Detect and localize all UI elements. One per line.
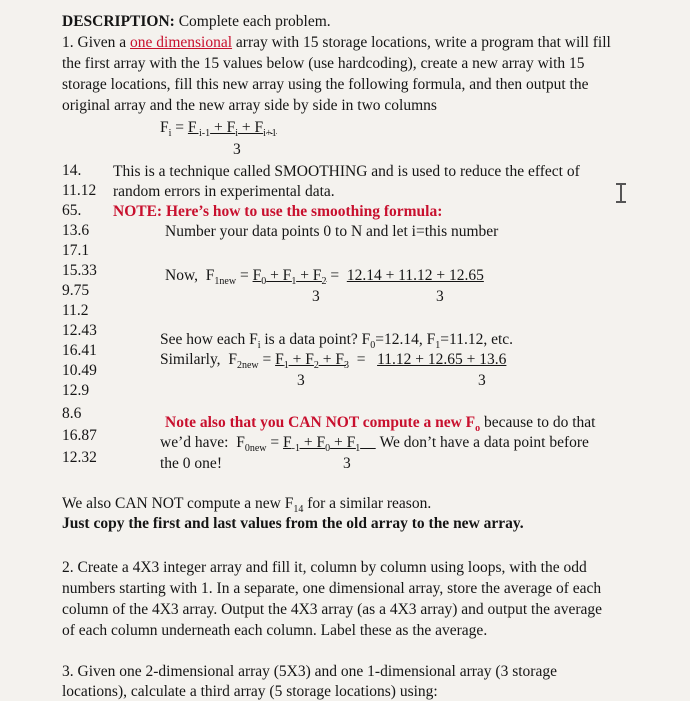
problem1-line3: storage locations, fill this new array using the following formula, and then output the	[62, 76, 589, 93]
description-label: DESCRIPTION:	[62, 13, 175, 30]
problem1-line1	[62, 33, 611, 52]
wed-have-label: we’d have:	[160, 434, 229, 451]
smoothing-formula: $F_i = F$ $_{i-1} + F_i + F_{i+1}$	[160, 119, 277, 140]
note-also-b: because to do that	[480, 414, 596, 431]
also-not-line: We also CAN NOT compute a new $F_{14}$ for a similar reason.	[62, 495, 432, 516]
data-value-5: 17.1	[62, 242, 90, 259]
formula-denominator: 3	[233, 141, 241, 158]
example2-values: 11.12 + 12.65 + 13.6	[377, 351, 507, 368]
number-line: Number your data points 0 to N and let i=this number	[165, 223, 499, 240]
wed-have-line: we’d have: $F_{0new} = F_{-1} + F_0 + F_1$ We don’t have a data point before	[160, 434, 589, 455]
example1-formula: Now, $F_{1new} = F_0 + F_1 + F_2 = 12.14 + 11.12 + 12.65$	[165, 267, 484, 288]
problem2-line3: column of the 4X3 array. Output the 4X3 array (as a 4X3 array) and output the average	[62, 601, 603, 618]
see-line-b: is a data point? F	[260, 331, 371, 348]
example1-denominator: 3	[312, 288, 320, 305]
problem2-line2: numbers starting with 1. In a separate, one dimensional array, store the average of each	[62, 580, 602, 597]
data-value-14: 16.87	[62, 427, 97, 444]
problem1-line4: original array and the new array side by side in two columns	[62, 97, 437, 114]
data-value-10: 16.41	[62, 342, 97, 359]
data-value-6: 15.33	[62, 262, 97, 279]
similarly-label: Similarly,	[160, 351, 221, 368]
problem3-line2: locations), calculate a third array (5 storage locations) using:	[62, 683, 438, 700]
data-value-8: 11.2	[62, 302, 89, 319]
also-not-b: for a similar reason.	[303, 495, 432, 512]
now-label: Now,	[165, 267, 199, 284]
problem2-line1: 2. Create a 4X3 integer array and fill it, column by column using loops, with the odd	[62, 559, 587, 576]
note-also-a: Note also that you CAN NOT compute a new F	[165, 414, 476, 431]
no-point-text: We don’t have a data point before	[379, 434, 589, 451]
problem1-line1-pre: 1. Given a	[62, 34, 127, 51]
see-line-c: =12.14, F	[375, 331, 436, 348]
smoothing-line1: This is a technique called SMOOTHING and is used to reduce the effect of	[113, 163, 580, 180]
example1-denominator2: 3	[436, 288, 444, 305]
description-line	[62, 12, 331, 31]
data-value-15: 12.32	[62, 449, 97, 466]
smoothing-line2: random errors in experimental data.	[113, 183, 335, 200]
data-value-2: 11.12	[62, 182, 97, 199]
data-value-7: 9.75	[62, 282, 90, 299]
description-text: Complete each problem.	[178, 13, 331, 30]
data-value-4: 13.6	[62, 222, 90, 239]
example2-denominator: 3	[297, 372, 305, 389]
data-value-11: 10.49	[62, 362, 97, 379]
also-not-a: We also CAN NOT compute a new F	[62, 495, 294, 512]
one-dimensional-link: one dimensional	[130, 34, 233, 51]
example1-values: 12.14 + 11.12 + 12.65	[346, 267, 484, 284]
data-value-13: 8.6	[62, 405, 82, 422]
data-value-3: 65.	[62, 202, 82, 219]
data-value-9: 12.43	[62, 322, 97, 339]
zero-one-text: the 0 one!	[160, 455, 222, 472]
example3-denominator: 3	[343, 455, 351, 472]
note-also-line: Note also that you CAN NOT compute a new $F_o$ because to do that	[165, 414, 596, 435]
data-value-1: 14.	[62, 162, 82, 179]
example2-denominator2: 3	[478, 372, 486, 389]
see-line-d: =11.12, etc.	[440, 331, 514, 348]
problem2-line4: of each column underneath each column. Label these as the average.	[62, 622, 488, 639]
formula-lhs: F	[160, 119, 169, 136]
text-cursor-icon	[616, 183, 626, 203]
problem1-line2: the first array with the 15 values below (use hardcoding), create a new array with 15	[62, 55, 585, 72]
data-value-12: 12.9	[62, 382, 90, 399]
see-line: See how each $F_i$ is a data point? $F_0=12.14$, $F_1=11.12$, etc.	[160, 331, 514, 352]
formula-rhs-1: F	[187, 119, 197, 136]
see-line-a: See how each F	[160, 331, 258, 348]
note-heading: NOTE: Here’s how to use the smoothing formula:	[113, 203, 443, 220]
problem3-line1: 3. Given one 2-dimensional array (5X3) and one 1-dimensional array (3 storage	[62, 663, 557, 680]
problem1-line1-post: array with 15 storage locations, write a program that will fill	[235, 34, 611, 51]
copy-line: Just copy the first and last values from the old array to the new array.	[62, 515, 524, 532]
example2-formula: Similarly, $F_{2new} = F_1 + F_2 + F_3 = 11.12 + 12.65 + 13.6$	[160, 351, 507, 372]
